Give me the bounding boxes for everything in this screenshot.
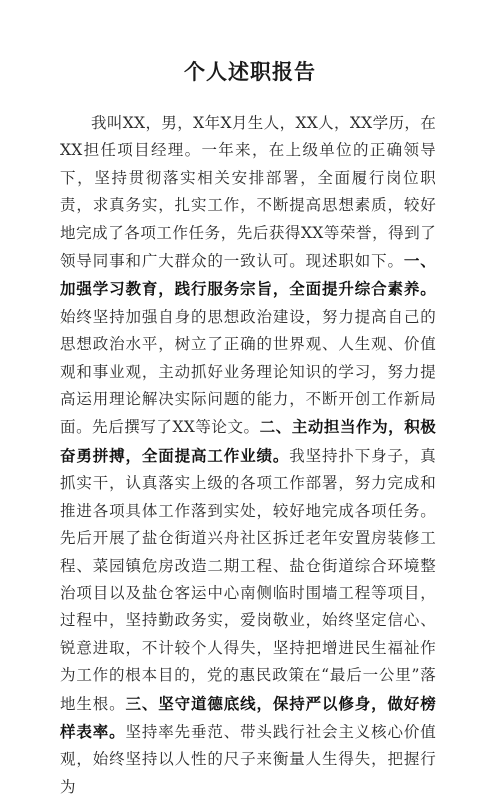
report-paragraph — [60, 110, 436, 801]
section-2-text: 我坚持扑下身子，真抓实干，认真落实上级的各项工作部署，努力完成和推进各项具体工作落到实处，较好地完成各项任务。先后开展了盐仓街道兴舟社区拆迁老年安置房装修工程、菜园镇危房改造二期工程、盐仓街道综合环境整治项目以及盐仓客运中心南侧临时围墙工程等项目，过程中，坚持勤政务实，爱岗敬业，始终坚定信心、锐意进取，不计较个人得失，坚持把增进民生福祉作为工作的根本目的，党的惠民政策在“最后一公里”落地生根。 — [60, 446, 436, 713]
section-heading-1: 一、加强学习教育，践行服务宗旨，全面提升综合素养。 — [60, 251, 436, 299]
section-1-text: 始终坚持加强自身的思想政治建设，努力提高自己的思想政治水平，树立了正确的世界观、人生观、价值观和事业观，主动抓好业务理论知识的学习，努力提高运用理论解决实际问题的能力，不断开创工作新局面。先后撰写了XX等论文。 — [60, 307, 436, 437]
section-3-text: 坚持率先垂范、带头践行社会主义核心价值观，始终坚持以人性的尺子来衡量人生得失，把握行为 — [60, 722, 436, 796]
section-heading-3: 三、坚守道德底线，保持严以修身，做好榜样表率。 — [60, 693, 436, 741]
section-heading-2: 二、主动担当作为，积极奋勇拼搏，全面提高工作业绩。 — [60, 417, 437, 465]
page-title: 个人述职报告 — [184, 59, 316, 84]
intro-text: 我叫XX，男，X年X月生人，XX人，XX学历，在XX担任项目经理。一年来，在上级单位的正确领导下，坚持贯彻落实相关安排部署，全面履行岗位职责，求真务实，扎实工作，不断提高思想素质，较好地完成了各项工作任务，先后获得XX等荣誉，得到了领导同事和广大群众的一致认可。现述职如下。 — [60, 114, 436, 271]
